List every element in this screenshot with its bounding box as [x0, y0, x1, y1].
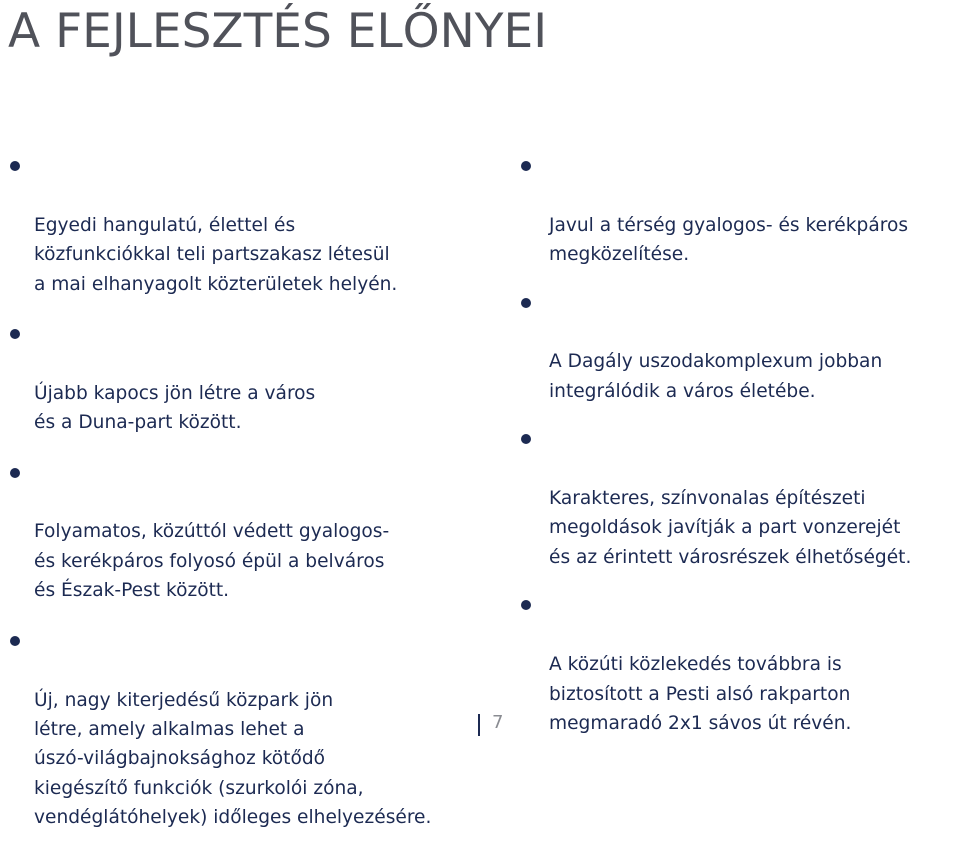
bullet-dot-icon [521, 161, 531, 171]
bullet-dot-icon [10, 468, 20, 478]
list-item [10, 459, 480, 606]
list-item [10, 627, 480, 833]
bullet-dot-icon [521, 298, 531, 308]
list-item-text: A közúti közlekedés továbbra is biztosított a Pesti alsó rakparton megmaradó 2x1 sávos út révén. [549, 654, 852, 734]
list-item [521, 425, 959, 572]
page-title: A FEJLESZTÉS ELŐNYEI [8, 4, 548, 59]
list-item [521, 152, 959, 270]
list-item-text: Javul a térség gyalogos- és kerékpáros megközelítése. [549, 214, 909, 266]
list-item [10, 320, 480, 438]
list-item-text: Újabb kapocs jön létre a város és a Duna-part között. [34, 382, 316, 434]
bullet-dot-icon [10, 329, 20, 339]
list-item [521, 289, 959, 407]
right-bullet-list [521, 152, 959, 757]
list-item-text: Egyedi hangulatú, élettel és közfunkciókkal teli partszakasz létesül a mai elhanyagolt közterületek helyén. [34, 214, 398, 295]
left-bullet-list [10, 152, 480, 854]
page-number: 7 [492, 712, 504, 733]
bullet-dot-icon [521, 434, 531, 444]
bullet-dot-icon [521, 600, 531, 610]
page-divider [478, 714, 480, 736]
list-item [10, 152, 480, 299]
list-item-text: A Dagály uszodakomplexum jobban integrálódik a város életébe. [549, 351, 883, 402]
list-item [521, 591, 959, 738]
list-item-text: Új, nagy kiterjedésű közpark jön létre, amely alkalmas lehet a úszó-világbajnoksághoz kötődő kiegészítő funkciók (szurkolói zóna, vendéglátóhelyek) időleges elhelyezésére. [34, 689, 432, 829]
list-item-text: Karakteres, színvonalas építészeti megoldások javítják a part vonzerejét és az érintett városrészek élhetőségét. [549, 488, 912, 568]
bullet-dot-icon [10, 636, 20, 646]
list-item-text: Folyamatos, közúttól védett gyalogos- és kerékpáros folyosó épül a belváros és Észak-Pest között. [34, 521, 390, 602]
bullet-dot-icon [10, 161, 20, 171]
